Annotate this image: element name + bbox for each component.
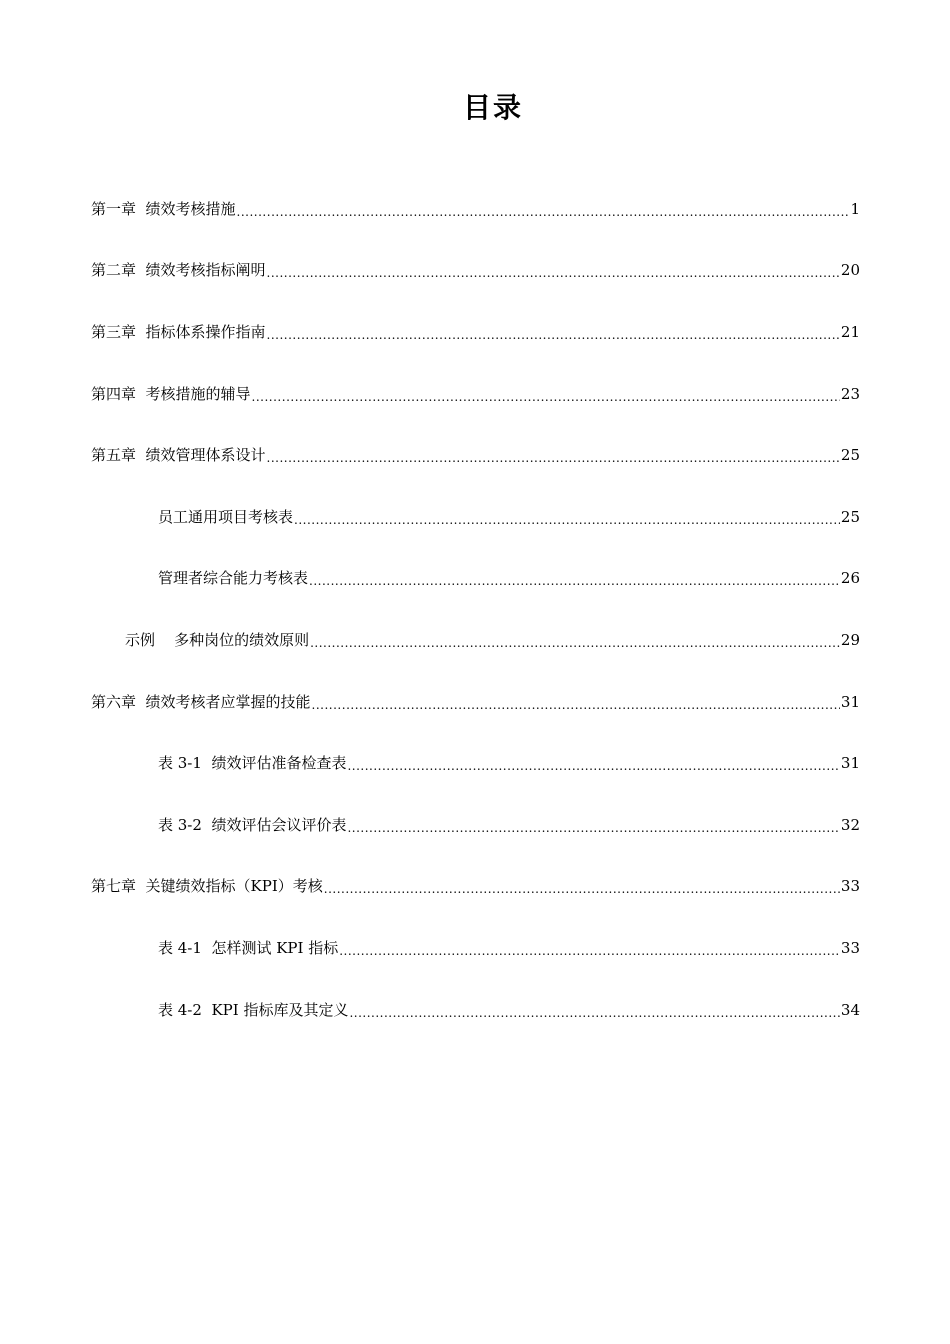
toc-entry-label: 表 3-1 绩效评估准备检查表: [158, 754, 347, 773]
toc-entry-label: 表 4-1 怎样测试 KPI 指标: [158, 938, 339, 957]
toc-entry[interactable]: [0, 363, 950, 425]
toc-dot-leader: [267, 445, 840, 465]
toc-dot-leader: [309, 568, 840, 588]
toc-entry-page-number: 21: [840, 322, 860, 341]
toc-entry[interactable]: [0, 609, 950, 671]
toc-entry-page-number: 23: [840, 384, 860, 403]
toc-entry[interactable]: [0, 671, 950, 733]
toc-entry-label: 第二章 绩效考核指标阐明: [91, 261, 266, 280]
toc-entry-page-number: 29: [840, 630, 860, 649]
toc-entry-label: 第一章 绩效考核措施: [91, 199, 236, 218]
toc-entry-page-number: 33: [840, 877, 860, 896]
toc-entry[interactable]: [0, 178, 950, 240]
toc-entry-label: 第三章 指标体系操作指南: [91, 322, 266, 341]
toc-entry-label: 第五章 绩效管理体系设计: [91, 446, 266, 465]
toc-entry-label: 员工通用项目考核表: [158, 507, 294, 526]
toc-dot-leader: [267, 260, 840, 280]
toc-entry-label: 第七章 关键绩效指标（KPI）考核: [91, 877, 323, 896]
toc-entry[interactable]: [0, 732, 950, 794]
toc-dot-leader: [294, 507, 840, 527]
toc-entry[interactable]: [0, 486, 950, 548]
toc-dot-leader: [237, 199, 850, 219]
toc-dot-leader: [252, 384, 840, 404]
toc-entry[interactable]: [0, 548, 950, 610]
toc-entry-page-number: 1: [850, 199, 860, 218]
toc-entry-page-number: 33: [840, 938, 860, 957]
toc-entry-page-number: 31: [840, 754, 860, 773]
toc-dot-leader: [324, 876, 840, 896]
toc-entry[interactable]: [0, 917, 950, 979]
toc-dot-leader: [339, 938, 840, 958]
toc-entry[interactable]: [0, 979, 950, 1041]
toc-entry[interactable]: [0, 794, 950, 856]
toc-entry-label: 第六章 绩效考核者应掌握的技能: [91, 692, 311, 711]
toc-dot-leader: [347, 815, 839, 835]
toc-entry-page-number: 32: [840, 815, 860, 834]
toc-entry-label: 表 3-2 绩效评估会议评价表: [158, 815, 347, 834]
toc-list: [0, 178, 950, 1040]
toc-dot-leader: [312, 692, 840, 712]
toc-entry-page-number: 26: [840, 569, 860, 588]
toc-dot-leader: [349, 1000, 839, 1020]
toc-entry[interactable]: [0, 301, 950, 363]
toc-entry[interactable]: [0, 424, 950, 486]
toc-entry-page-number: 25: [840, 446, 860, 465]
toc-entry-label: 表 4-2 KPI 指标库及其定义: [158, 1000, 349, 1019]
toc-entry-label: 第四章 考核措施的辅导: [91, 384, 251, 403]
toc-entry-label: 管理者综合能力考核表: [158, 569, 309, 588]
toc-dot-leader: [267, 322, 840, 342]
toc-dot-leader: [347, 753, 839, 773]
toc-entry[interactable]: [0, 240, 950, 302]
toc-entry-page-number: 25: [840, 507, 860, 526]
toc-entry-page-number: 20: [840, 261, 860, 280]
toc-entry[interactable]: [0, 856, 950, 918]
toc-dot-leader: [310, 630, 840, 650]
toc-entry-page-number: 34: [840, 1000, 860, 1019]
toc-title: 目录: [462, 91, 523, 124]
toc-entry-page-number: 31: [840, 692, 860, 711]
toc-entry-label: 示例 多种岗位的绩效原则: [125, 630, 310, 649]
